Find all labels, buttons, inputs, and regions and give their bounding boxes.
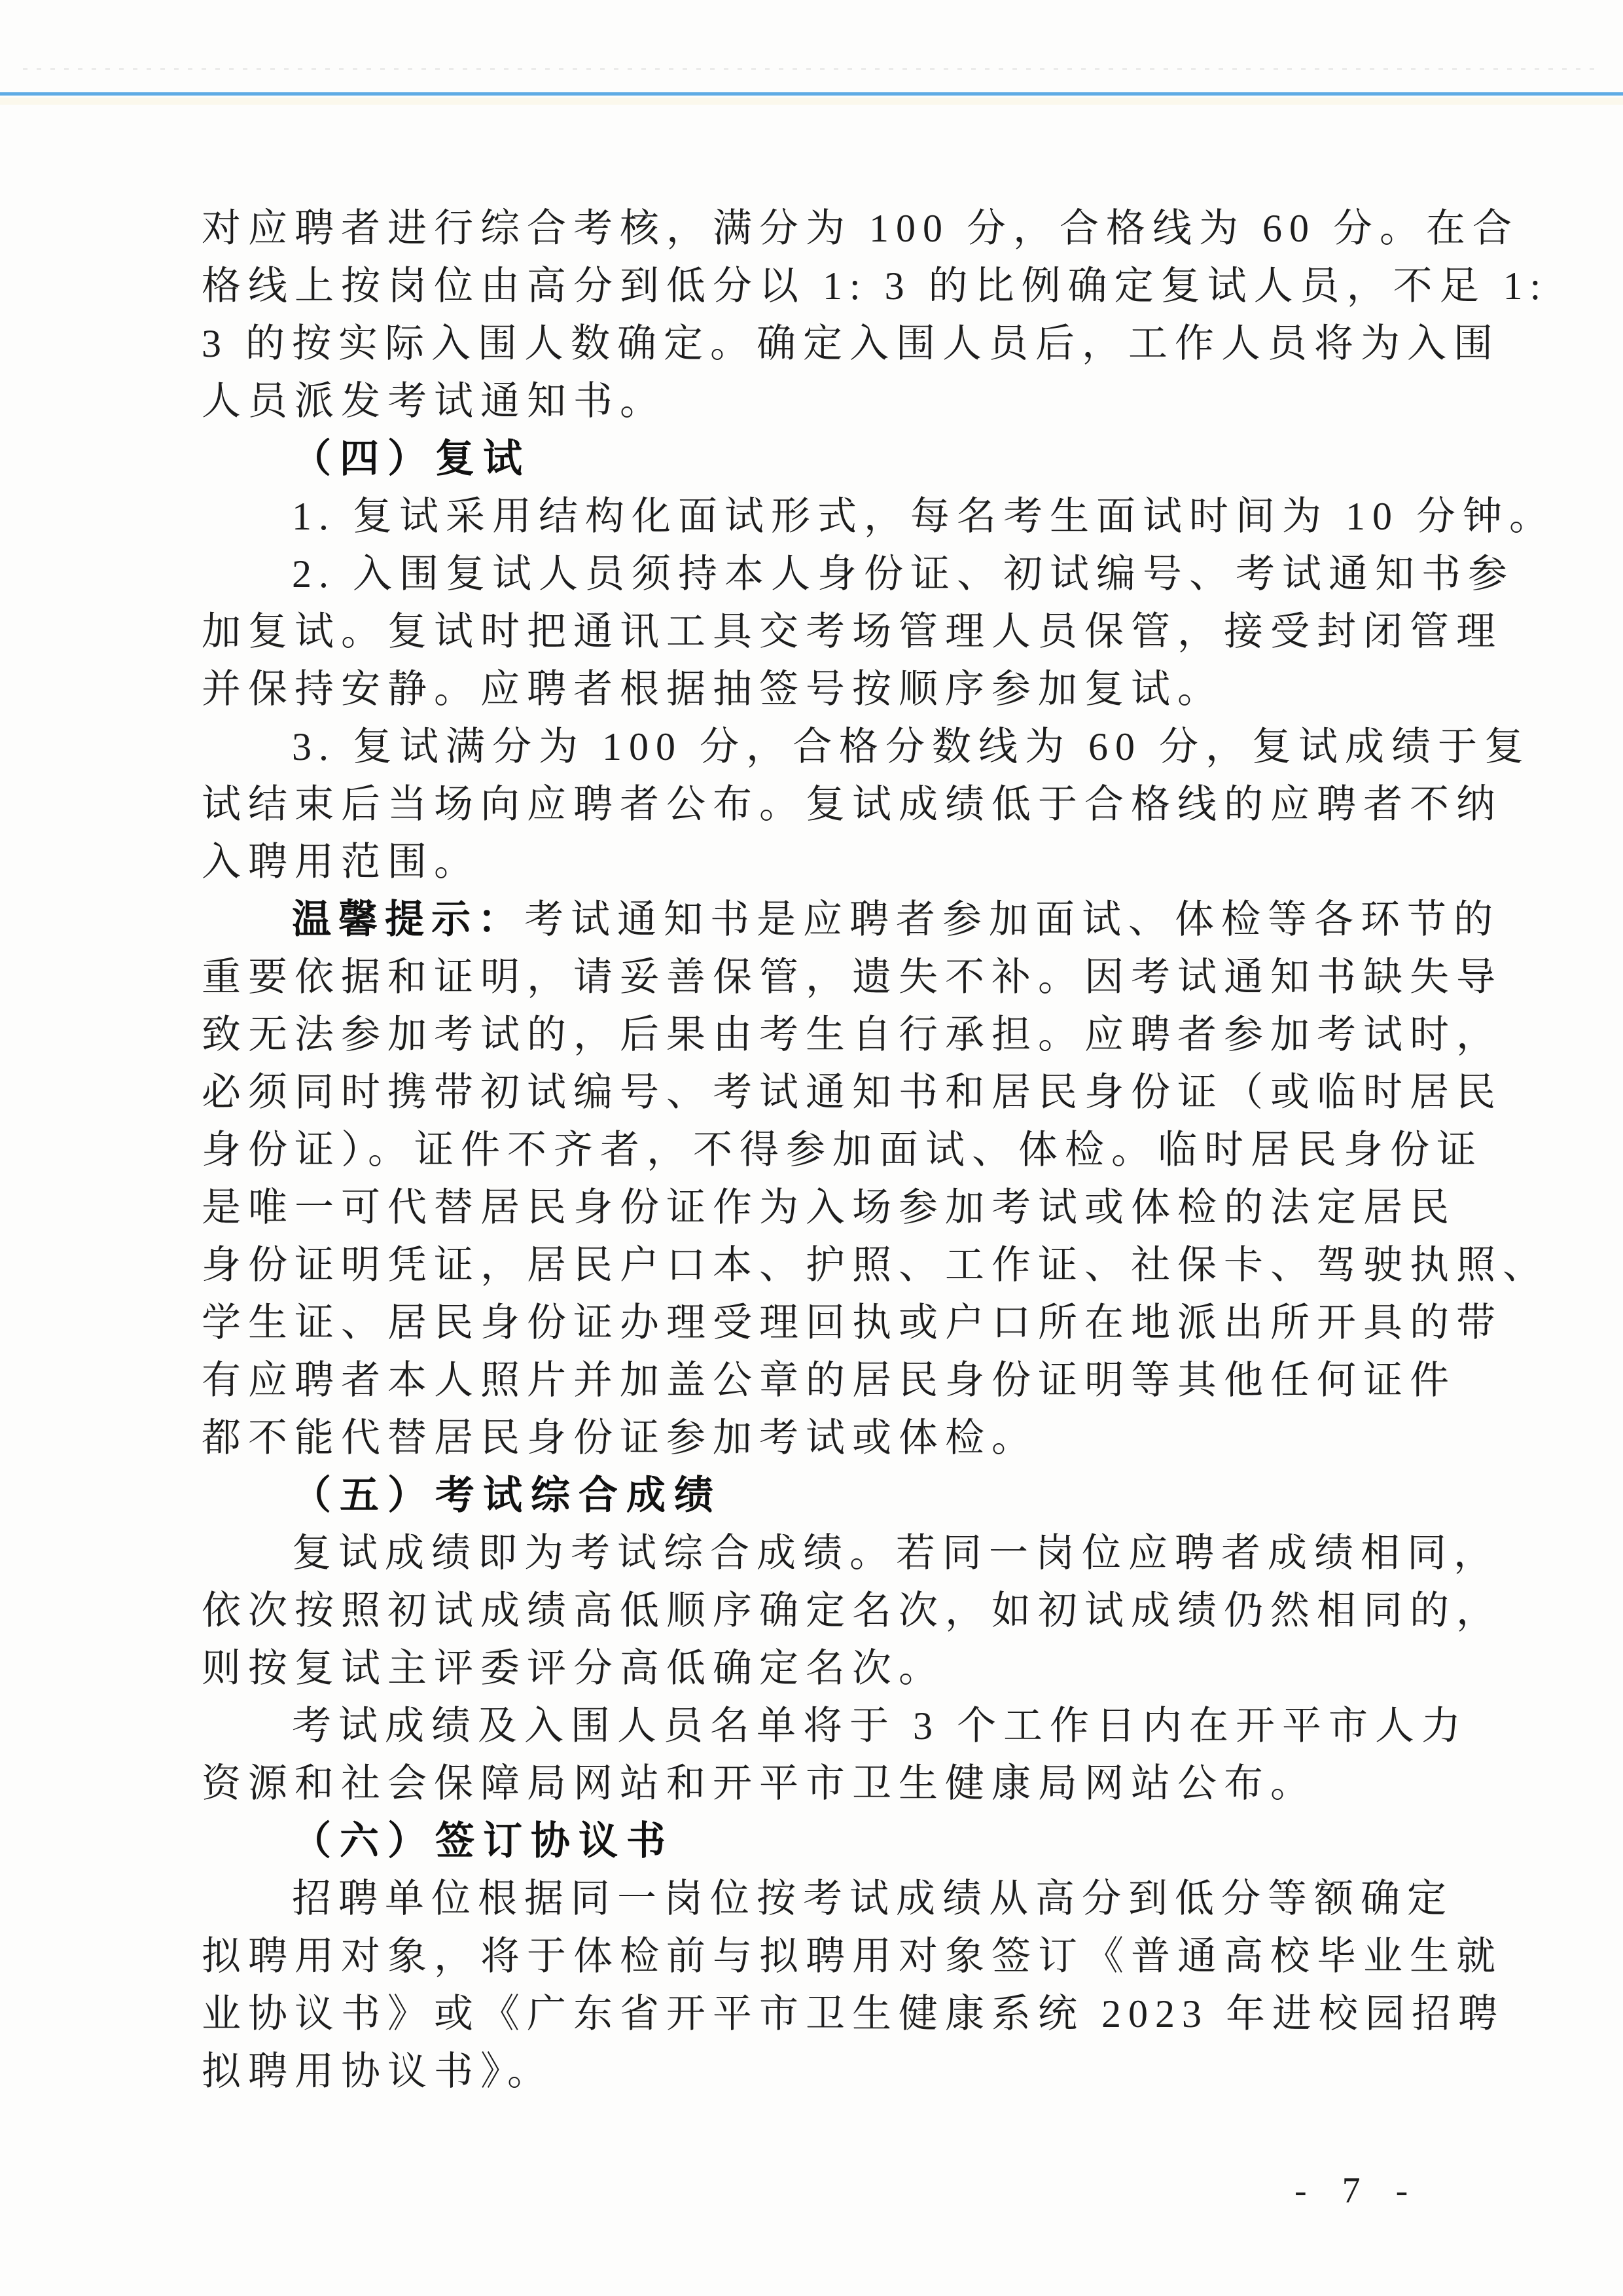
text-line: 都不能代替居民身份证参加考试或体检。 bbox=[202, 1416, 1038, 1460]
text-line: 1. 复试采用结构化面试形式，每名考生面试时间为 10 分钟。 bbox=[292, 495, 1556, 538]
text-line: 3 的按实际入围人数确定。确定入围人员后，工作人员将为入围 bbox=[202, 322, 1500, 365]
page-number: - 7 - bbox=[1294, 2170, 1421, 2211]
section-heading: （六）签订协议书 bbox=[292, 1820, 674, 1863]
text-line: 重要依据和证明，请妥善保管，遗失不补。因考试通知书缺失导 bbox=[202, 956, 1503, 999]
section-heading: （五）考试综合成绩 bbox=[292, 1474, 722, 1517]
text-line: 对应聘者进行综合考核，满分为 100 分，合格线为 60 分。在合 bbox=[202, 207, 1519, 250]
top-blue-divider bbox=[0, 92, 1623, 96]
section-heading: （四）复试 bbox=[292, 437, 531, 480]
text-line bbox=[202, 891, 1500, 948]
text-line: 有应聘者本人照片并加盖公章的居民身份证明等其他任何证件 bbox=[202, 1359, 1456, 1402]
text-line: 考试成绩及入围人员名单将于 3 个工作日内在开平市人力 bbox=[292, 1704, 1468, 1748]
emphasis-text: 温馨提示： bbox=[292, 898, 524, 941]
plain-text: 考试通知书是应聘者参加面试、体检等各环节的 bbox=[524, 898, 1500, 941]
text-line: 是唯一可代替居民身份证作为入场参加考试或体检的法定居民 bbox=[202, 1186, 1456, 1229]
text-line: 业协议书》或《广东省开平市卫生健康系统 2023 年进校园招聘 bbox=[202, 1992, 1505, 2036]
text-line: 3. 复试满分为 100 分，合格分数线为 60 分，复试成绩于复 bbox=[292, 725, 1531, 768]
text-line: 招聘单位根据同一岗位按考试成绩从高分到低分等额确定 bbox=[292, 1877, 1454, 1920]
text-line: 人员派发考试通知书。 bbox=[202, 380, 666, 423]
text-line: 加复试。复试时把通讯工具交考场管理人员保管，接受封闭管理 bbox=[202, 610, 1503, 653]
text-line: 并保持安静。应聘者根据抽签号按顺序参加复试。 bbox=[202, 668, 1224, 711]
text-line: 身份证明凭证，居民户口本、护照、工作证、社保卡、驾驶执照、 bbox=[202, 1244, 1549, 1287]
text-line: 2. 入围复试人员须持本人身份证、初试编号、考试通知书参 bbox=[292, 552, 1514, 596]
text-line: 依次按照初试成绩高低顺序确定名次，如初试成绩仍然相同的， bbox=[202, 1589, 1503, 1632]
text-line: 资源和社会保障局网站和开平市卫生健康局网站公布。 bbox=[202, 1762, 1317, 1805]
top-dotted-divider bbox=[23, 68, 1600, 70]
text-line: 致无法参加考试的，后果由考生自行承担。应聘者参加考试时， bbox=[202, 1013, 1503, 1056]
text-line: 身份证）。证件不齐者，不得参加面试、体检。临时居民身份证 bbox=[202, 1128, 1483, 1172]
top-tint-band bbox=[0, 98, 1623, 105]
text-line: 学生证、居民身份证办理受理回执或户口所在地派出所开具的带 bbox=[202, 1301, 1503, 1344]
document-body bbox=[202, 200, 1556, 2100]
text-line: 则按复试主评委评分高低确定名次。 bbox=[202, 1647, 945, 1690]
text-line: 试结束后当场向应聘者公布。复试成绩低于合格线的应聘者不纳 bbox=[202, 783, 1503, 826]
text-line: 拟聘用协议书》。 bbox=[202, 2050, 554, 2093]
text-line: 格线上按岗位由高分到低分以 1: 3 的比例确定复试人员，不足 1: bbox=[202, 264, 1548, 308]
text-line: 拟聘用对象，将于体检前与拟聘用对象签订《普通高校毕业生就 bbox=[202, 1935, 1503, 1978]
text-line: 必须同时携带初试编号、考试通知书和居民身份证（或临时居民 bbox=[202, 1071, 1503, 1114]
text-line: 入聘用范围。 bbox=[202, 840, 480, 884]
text-line: 复试成绩即为考试综合成绩。若同一岗位应聘者成绩相同， bbox=[292, 1532, 1500, 1575]
